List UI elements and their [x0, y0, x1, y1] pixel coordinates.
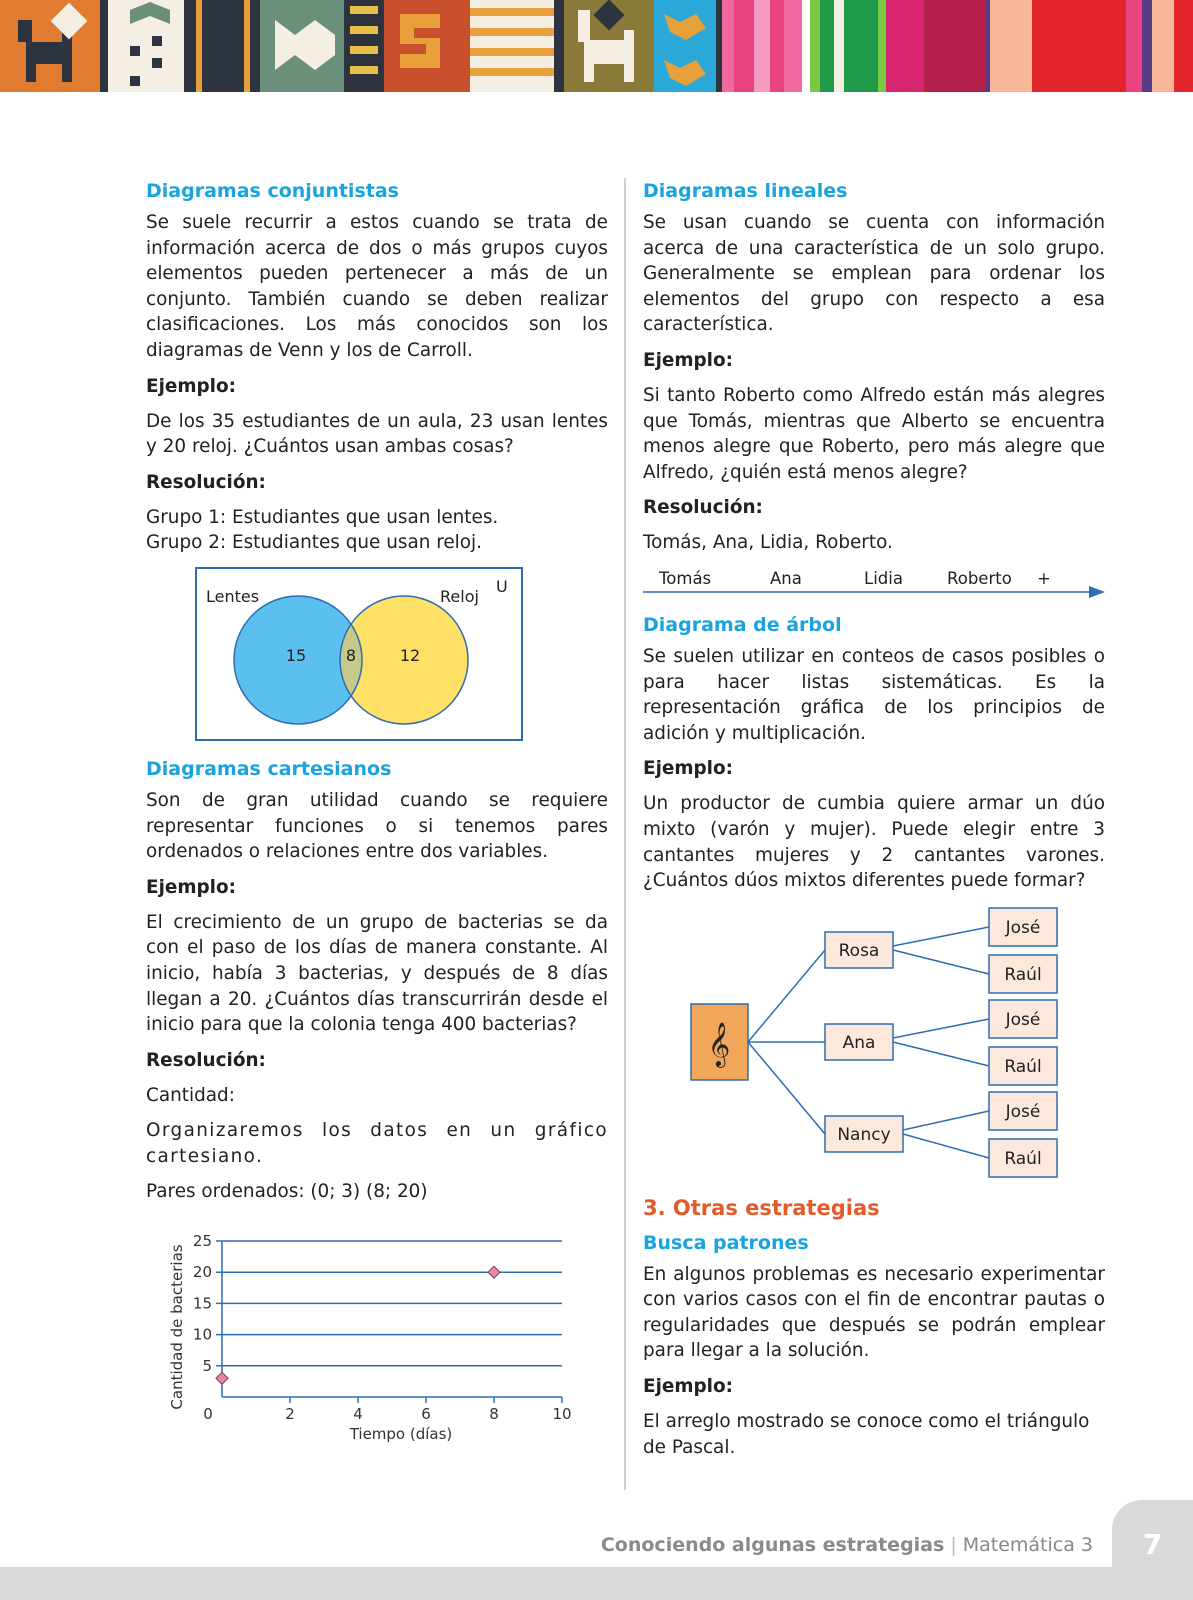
section-title-tree: Diagrama de árbol [643, 613, 842, 636]
y-tick-label: 10 [192, 1325, 212, 1344]
left-column [146, 178, 608, 1457]
section-title-cartesian: Diagramas cartesianos [146, 757, 392, 780]
bacteria-growth-chart [146, 1217, 608, 1457]
venn-description: Se suele recurrir a estos cuando se trata de información acerca de dos o más grupos cuyos elementos pueden pertenecer a más de un conjunto. También cuando se deben realizar clasificaciones. Los más conocidos son los diagramas de Venn y los de Carroll. [146, 212, 608, 361]
section-title-venn: Diagramas conjuntistas [146, 180, 399, 202]
tree-leaf-label: Raúl [1004, 1056, 1042, 1077]
example-label: Ejemplo: [643, 349, 733, 371]
section-title-linear: Diagramas lineales [643, 180, 848, 202]
linear-label-roberto: Roberto [947, 568, 1012, 588]
quantity-label: Cantidad: [146, 1084, 235, 1106]
linear-label-ana: Ana [770, 568, 802, 588]
footer-book: Matemática 3 [962, 1534, 1093, 1556]
example-label: Ejemplo: [146, 375, 236, 397]
x-tick-label: 4 [353, 1405, 363, 1424]
tree-node-label: Nancy [837, 1124, 891, 1145]
group-1-text: Grupo 1: Estudiantes que usan lentes. [146, 506, 499, 528]
x-tick-label: 8 [489, 1405, 499, 1424]
footer-chapter: Conociendo algunas estrategias [600, 1534, 945, 1556]
y-axis-label: Cantidad de bacterias [168, 1244, 186, 1410]
x-tick-label: 10 [552, 1405, 572, 1424]
tree-leaf-label: Raúl [1004, 964, 1042, 985]
data-point [488, 1266, 500, 1278]
resolution-label: Resolución: [146, 471, 266, 493]
venn-value-only-lentes: 15 [285, 645, 307, 665]
decorative-textile-banner [0, 0, 1193, 92]
cartesian-description: Son de gran utilidad cuando se requiere representar funciones o si tenemos pares ordenados o relaciones entre dos variables. [146, 789, 608, 863]
x-tick-label: 2 [285, 1405, 295, 1424]
subsection-title-patterns: Busca patrones [643, 1231, 809, 1254]
linear-label-lidia: Lidia [864, 568, 903, 588]
tree-diagram [643, 904, 1105, 1186]
venn-label-reloj: Reloj [440, 586, 479, 606]
venn-value-only-reloj: 12 [399, 645, 421, 665]
y-tick-label: 25 [192, 1232, 212, 1251]
linear-description: Se usan cuando se cuenta con información acerca de una característica de un solo grupo. Generalmente se emplean para ordenar los elementos del grupo con respecto a esa característica. [643, 212, 1105, 336]
x-tick-label: 0 [203, 1405, 213, 1424]
tree-root [691, 1004, 748, 1080]
example-label: Ejemplo: [146, 876, 236, 898]
venn-example-text: De los 35 estudiantes de un aula, 23 usan lentes y 20 reloj. ¿Cuántos usan ambas cosas? [146, 410, 608, 458]
cartesian-example-text: El crecimiento de un grupo de bacterias se da con el paso de los días de manera constante. Al inicio, había 3 bacterias, y después de 8 días llegan a 20. ¿Cuántos días transcurrirán desde el inicio para que la colonia tenga 400 bacterias? [146, 911, 608, 1036]
footer-strip [0, 1567, 1193, 1600]
venn-diagram [146, 566, 608, 748]
data-point [216, 1372, 228, 1384]
tree-node-label: Ana [842, 1032, 876, 1053]
right-column [643, 178, 1105, 1470]
x-tick-label: 6 [421, 1405, 431, 1424]
venn-value-both: 8 [345, 645, 357, 665]
running-footer: Conociendo algunas estrategias | Matemática 3 [600, 1534, 1093, 1556]
venn-label-lentes: Lentes [206, 586, 260, 606]
tree-leaf-label: Raúl [1004, 1148, 1042, 1169]
linear-resolution-text: Tomás, Ana, Lidia, Roberto. [643, 532, 893, 554]
section-title-other-strategies: 3. Otras estrategias [643, 1195, 880, 1220]
resolution-label: Resolución: [643, 497, 763, 519]
example-label: Ejemplo: [643, 758, 733, 780]
arrow-right-icon [1089, 586, 1105, 598]
tree-leaf-label: José [1005, 917, 1041, 938]
linear-example-text: Si tanto Roberto como Alfredo están más alegres que Tomás, mientras que Alberto se encuentra menos alegre que Roberto, pero más alegre que Alfredo, ¿quién está menos alegre? [643, 384, 1105, 483]
organize-text: Organizaremos los datos en un gráfico cartesiano. [146, 1120, 608, 1167]
tree-node-label: Rosa [838, 940, 880, 961]
tree-description: Se suelen utilizar en conteos de casos posibles o para hacer listas sistemáticas. Es la representación gráfica de los principios de adición y multiplicación. [643, 645, 1105, 744]
y-tick-label: 5 [202, 1356, 212, 1375]
treble-clef-icon: 𝄞 [707, 1021, 731, 1066]
tree-example-text: Un productor de cumbia quiere armar un dúo mixto (varón y mujer). Puede elegir entre 3 cantantes mujeres y 2 cantantes varones. ¿Cuántos dúos mixtos diferentes puede formar? [643, 793, 1105, 892]
tree-leaf-label: José [1005, 1101, 1041, 1122]
patterns-description: En algunos problemas es necesario experimentar con varios casos con el fin de encontrar pautas o regularidades que después se podrán emplear para llegar a la solución. [643, 1263, 1105, 1362]
y-tick-label: 15 [192, 1294, 212, 1313]
venn-label-universe: U [496, 576, 508, 596]
tree-leaf-label: José [1005, 1009, 1041, 1030]
group-2-text: Grupo 2: Estudiantes que usan reloj. [146, 532, 482, 554]
ordered-pairs-text: Pares ordenados: (0; 3) (8; 20) [146, 1181, 428, 1203]
pascal-example-text: El arreglo mostrado se conoce como el triángulo de Pascal. [643, 1411, 1090, 1458]
linear-label-plus: + [1037, 568, 1051, 588]
example-label: Ejemplo: [643, 1376, 733, 1398]
resolution-label: Resolución: [146, 1049, 266, 1071]
column-divider [624, 178, 626, 1490]
page-number: 7 [1142, 1528, 1163, 1561]
x-axis-label: Tiempo (días) [349, 1425, 453, 1444]
linear-label-tomas: Tomás [659, 568, 712, 588]
linear-diagram [643, 566, 1105, 602]
y-tick-label: 20 [192, 1263, 212, 1282]
